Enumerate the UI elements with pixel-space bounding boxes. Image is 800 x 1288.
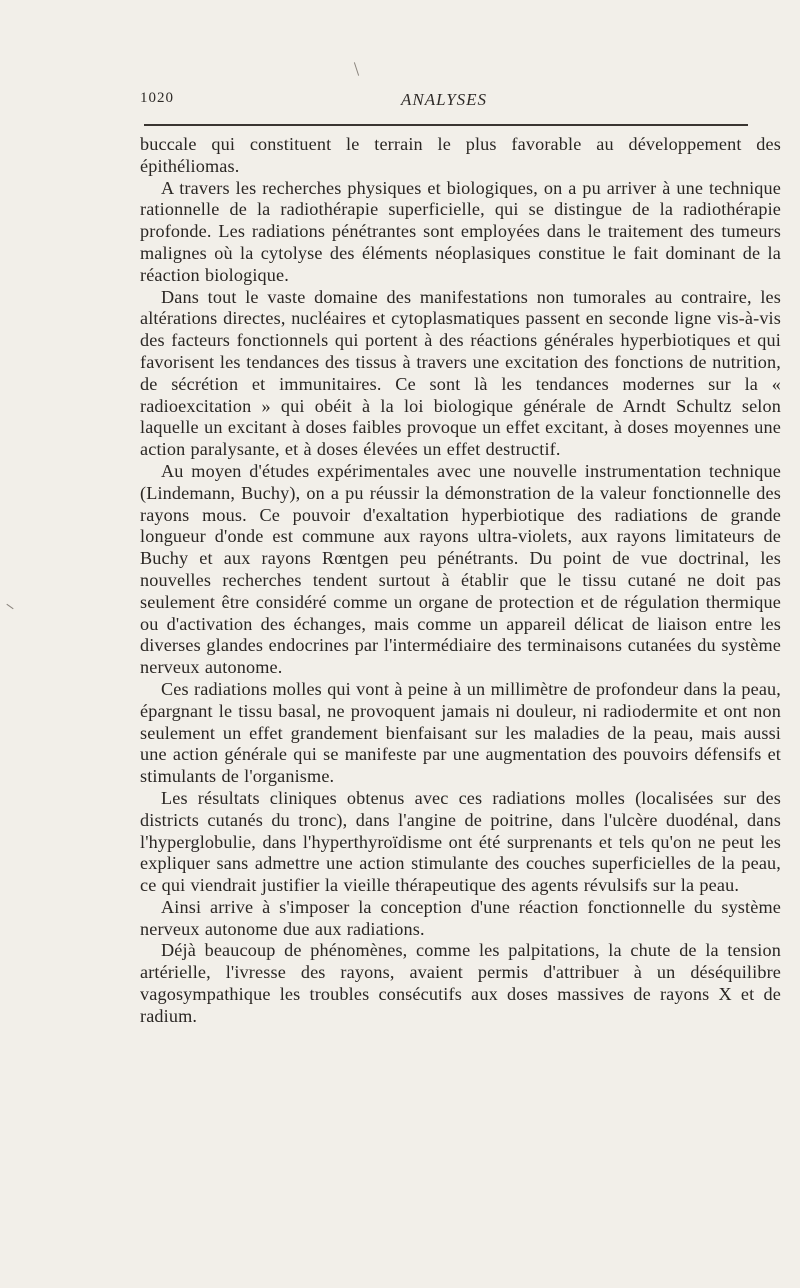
paragraph: Dans tout le vaste domaine des manifestations non tumorales au contraire, les altérations directes, nucléaires et cytoplasmatiques passent en seconde ligne vis-à-vis des facteurs fonctionnels qui portent à des réactions générales hyperbiotiques et qui favorisent les tendances des tissus à travers une excitation des fonctions de nutrition, de sécrétion et immunitaires. Ce sont là les tendances modernes sur la « radioexcitation » qui obéit à la loi biologique générale de Arndt Schultz selon laquelle un excitant à doses faibles provoque un effet excitant, à doses moyennes une action paralysante, et à doses élevées un effet destructif. [140, 286, 781, 460]
margin-speck [354, 62, 359, 76]
paragraph: Déjà beaucoup de phénomènes, comme les palpitations, la chute de la tension artérielle, l'ivresse des rayons, avaient permis d'attribuer à un déséquilibre vagosympathique les troubles consécutifs aux doses massives de rayons X et de radium. [140, 940, 781, 1026]
paragraph: buccale qui constituent le terrain le plus favorable au développement des épithéliomas. [140, 134, 781, 176]
paragraph: Les résultats cliniques obtenus avec ces radiations molles (localisées sur des districts cutanés du tronc), dans l'angine de poitrine, dans l'ulcère duodénal, dans l'hyperglobulie, dans l'hyperthyroïdisme ont été surprenants et tels qu'on ne peut les expliquer sans admettre une action stimulante des couches superficielles de la peau, ce qui viendrait justifier la vieille thérapeutique des agents révulsifs sur la peau. [140, 787, 781, 896]
paragraph: Ces radiations molles qui vont à peine à un millimètre de profondeur dans la peau, épargnant le tissu basal, ne provoquent jamais ni douleur, ni radiodermite et ont non seulement un effet grandement bienfaisant sur les maladies de la peau, mais aussi une action générale qui se manifeste par une augmentation des pouvoirs défensifs et stimulants de l'organisme. [140, 678, 781, 787]
paragraph: Au moyen d'études expérimentales avec une nouvelle instrumentation technique (Lindemann, Buchy), on a pu réussir la démonstration de la valeur fonctionnelle des rayons mous. Ce pouvoir d'exaltation hyperbiotique des radiations de grande longueur d'onde est commune aux rayons ultra-violets, aux rayons limitateurs de Buchy et aux rayons Rœntgen peu pénétrants. Du point de vue doctrinal, les nouvelles recherches tendent surtout à établir que le tissu cutané ne doit pas seulement être considéré comme un organe de protection et de régulation thermique ou d'activation des échanges, mais comme un appareil délicat de liaison entre les diverses glandes endocrines par l'intermédiaire des terminaisons cutanées du système nerveux autonome. [140, 460, 781, 678]
header-rule [144, 124, 748, 126]
body-text [140, 134, 781, 1028]
page-header [140, 90, 748, 112]
paragraph: A travers les recherches physiques et biologiques, on a pu arriver à une technique rationnelle de la radiothérapie superficielle, qui se distingue de la radiothérapie profonde. Les radiations pénétrantes sont employées dans le traitement des tumeurs malignes où la cytolyse des éléments néoplasiques constitue le fait dominant de la réaction biologique. [140, 177, 781, 285]
running-title: ANALYSES [400, 90, 488, 109]
paragraph: Ainsi arrive à s'imposer la conception d'une réaction fonctionnelle du système nerveux autonome due aux radiations. [140, 896, 781, 939]
page-number: 1020 [140, 90, 174, 106]
margin-speck [6, 604, 13, 609]
